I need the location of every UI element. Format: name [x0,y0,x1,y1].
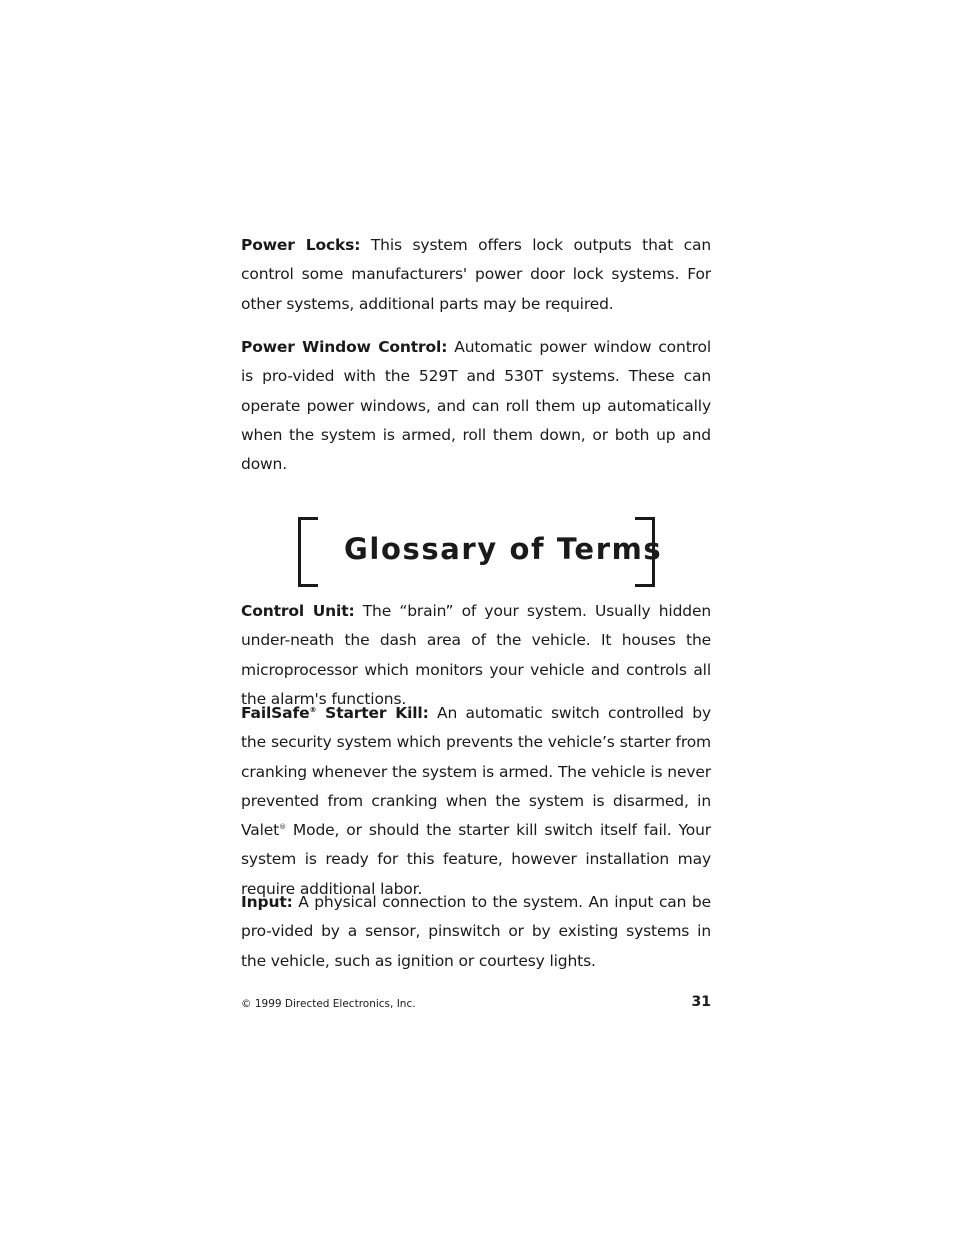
power-locks-text: This system offers lock outputs that can control some manufacturers' power door lock systems. For other systems, additional parts may be required. [241,236,711,313]
right-bracket-decoration [635,517,655,587]
input-text: A physical connection to the system. An input can be pro-vided by a sensor, pinswitch or by existing systems in the vehicle, such as ignition or courtesy lights. [241,893,711,970]
left-bracket-decoration [298,517,318,587]
glossary-heading: Glossary of Terms [344,532,663,566]
power-window-term: Power Window Control: [241,338,448,356]
power-locks-term: Power Locks: [241,236,361,254]
copyright-footer: © 1999 Directed Electronics, Inc. [241,998,416,1010]
control-unit-entry [241,597,711,714]
page-number: 31 [691,994,711,1010]
registered-mark: ® [309,706,317,714]
input-entry [241,888,711,976]
power-window-paragraph [241,333,711,479]
input-term: Input: [241,893,293,911]
failsafe-term: FailSafe® Starter Kill: [241,704,429,722]
control-unit-text: The “brain” of your system. Usually hidden under-neath the dash area of the vehicle. It houses the microprocessor which monitors your vehicle and controls all the alarm's functions. [241,602,712,708]
failsafe-text-a: An automatic switch controlled by the security system which prevents the vehicle’s starter from cranking whenever the system is armed. The vehicle is never prevented from cranking when the system is disarmed, in Valet [241,704,711,840]
registered-mark-valet: ® [279,823,286,832]
glossary-heading-block [298,517,663,585]
power-locks-paragraph [241,231,711,319]
failsafe-text-b: Mode, or should the starter kill switch itself fail. Your system is ready for this feature, however installation may require additional labor. [241,821,711,898]
failsafe-entry [241,699,711,904]
control-unit-term: Control Unit: [241,602,355,620]
power-window-text: Automatic power window control is pro-vided with the 529T and 530T systems. These can operate power windows, and can roll them up automatically when the system is armed, roll them down, or both up and down. [241,338,711,474]
